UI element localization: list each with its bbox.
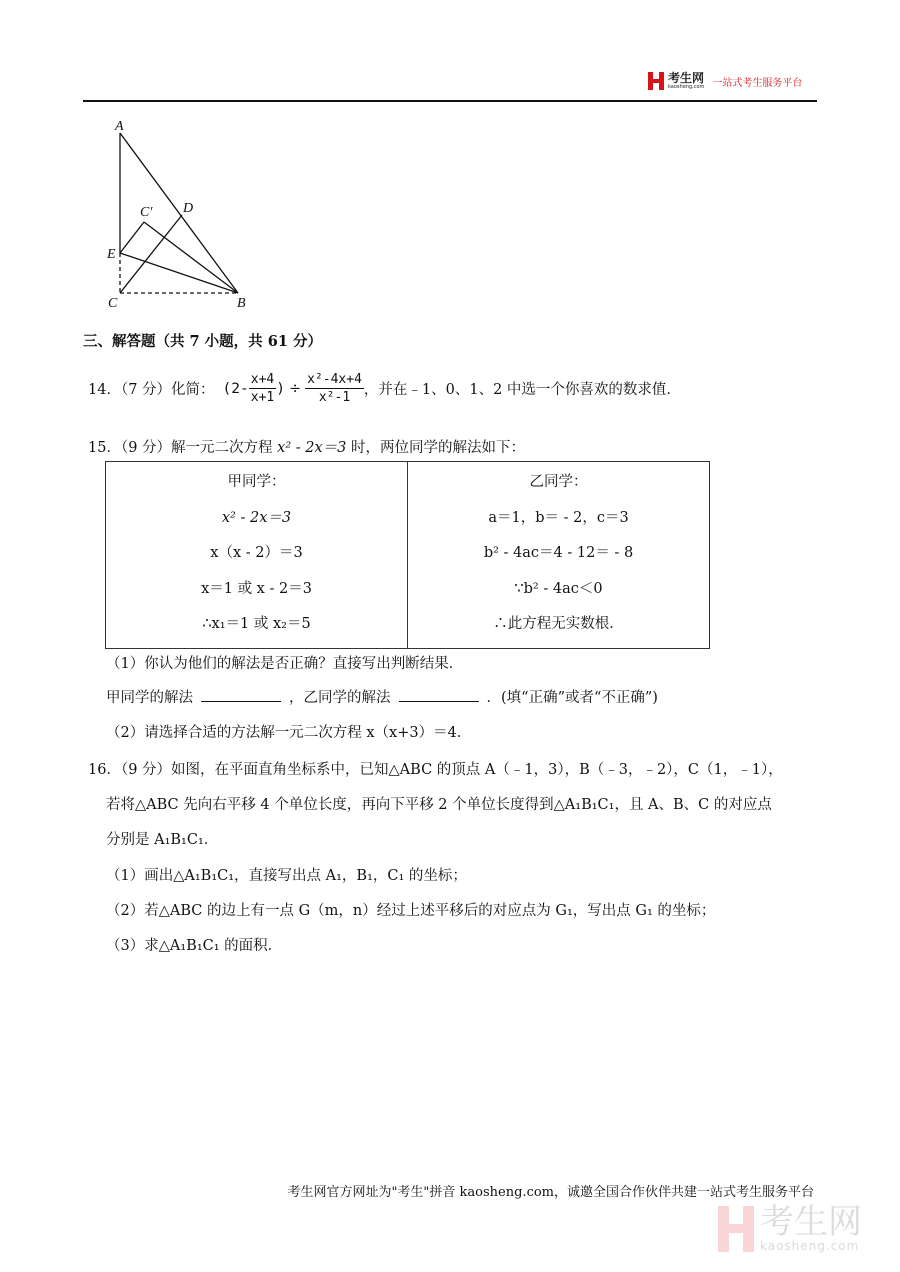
label-C: C — [108, 296, 118, 311]
segment-EB — [120, 253, 238, 293]
header-slogan: 一站式考生服务平台 — [712, 77, 803, 89]
q15-part1-answer: 甲同学的解法 ，乙同学的解法 ．(填“正确”或者“不正确”) — [106, 686, 658, 707]
logo-icon — [648, 72, 664, 90]
watermark-domain: kaosheng.com — [760, 1239, 860, 1253]
q14-prefix: 14．（7 分）化简： — [88, 382, 215, 398]
q14-open-paren: (2- — [222, 380, 249, 397]
q15-part1: （1）你认为他们的解法是否正确？直接写出判断结果． — [106, 656, 464, 672]
solution-jia: 甲同学： x² - 2x＝3 x（x - 2）＝3 x＝1 或 x - 2＝3 ∴x₁＝1 或 x₂＝5 — [106, 462, 408, 649]
q16-line: 分别是 A₁B₁C₁． — [106, 832, 219, 848]
label-Cprime: C′ — [140, 205, 153, 220]
q16-part1: （1）画出△A₁B₁C₁，直接写出点 A₁，B₁，C₁ 的坐标； — [106, 868, 467, 884]
segment-AB — [120, 133, 238, 293]
logo-name: 考生网 — [668, 70, 705, 85]
q14-divide: ÷ — [288, 380, 302, 397]
label-A: A — [115, 119, 124, 134]
solution-table — [105, 461, 710, 649]
q14-fraction-2: $\frac{\text{x²-4x+4}}{\text{x²-1}}$ — [307, 372, 362, 405]
segment-EC' — [120, 222, 144, 253]
answer-blank-yi[interactable] — [399, 687, 479, 702]
q16-part3: （3）求△A₁B₁C₁ 的面积． — [106, 938, 283, 954]
q16-line: 16．（9 分）如图，在平面直角坐标系中，已知△ABC 的顶点 A（﹣1，3），B（﹣3，﹣2），C（1，﹣1）， — [88, 762, 783, 778]
solution-yi: 乙同学： a＝1，b＝ - 2，c＝3 b² - 4ac＝4 - 12＝ - 8 ∵b² - 4ac＜0 ∴此方程无实数根． — [408, 462, 710, 649]
watermark-logo-icon — [718, 1206, 754, 1252]
question-14 — [88, 371, 681, 406]
q14-fraction-1: $\frac{x+4}{x+1}$ — [250, 372, 275, 405]
q14-suffix: ，并在﹣1、0、1、2 中选一个你喜欢的数求值． — [363, 382, 681, 398]
logo-domain: kaosheng.com — [668, 83, 705, 90]
header-logo — [648, 72, 802, 90]
watermark-name: 考生网 — [760, 1202, 862, 1242]
geometry-figure — [0, 0, 300, 320]
label-E: E — [107, 247, 116, 262]
label-B: B — [237, 296, 246, 311]
label-D: D — [183, 201, 194, 216]
q15-part2: （2）请选择合适的方法解一元二次方程 x（x+3）＝4． — [106, 725, 472, 741]
q16-part2: （2）若△ABC 的边上有一点 G（m，n）经过上述平移后的对应点为 G₁，写出点 G₁ 的坐标； — [106, 903, 716, 919]
section-title: 三、解答题（共 7 小题，共 61 分） — [83, 333, 322, 350]
footer-text: 考生网官方网址为"考生"拼音 kaosheng.com，诚邀全国合作伙伴共建一站式考生服务平台 — [287, 1185, 814, 1200]
q16-line: 若将△ABC 先向右平移 4 个单位长度，再向下平移 2 个单位长度得到△A₁B₁C₁，且 A、B、C 的对应点 — [106, 797, 772, 813]
answer-blank-jia[interactable] — [201, 687, 281, 702]
segment-C'B — [144, 222, 238, 293]
q15-intro: 15．（9 分）解一元二次方程 x² - 2x＝3 时，两位同学的解法如下： — [88, 440, 526, 456]
watermark — [718, 1202, 862, 1253]
q14-close-paren: ) — [276, 380, 285, 397]
